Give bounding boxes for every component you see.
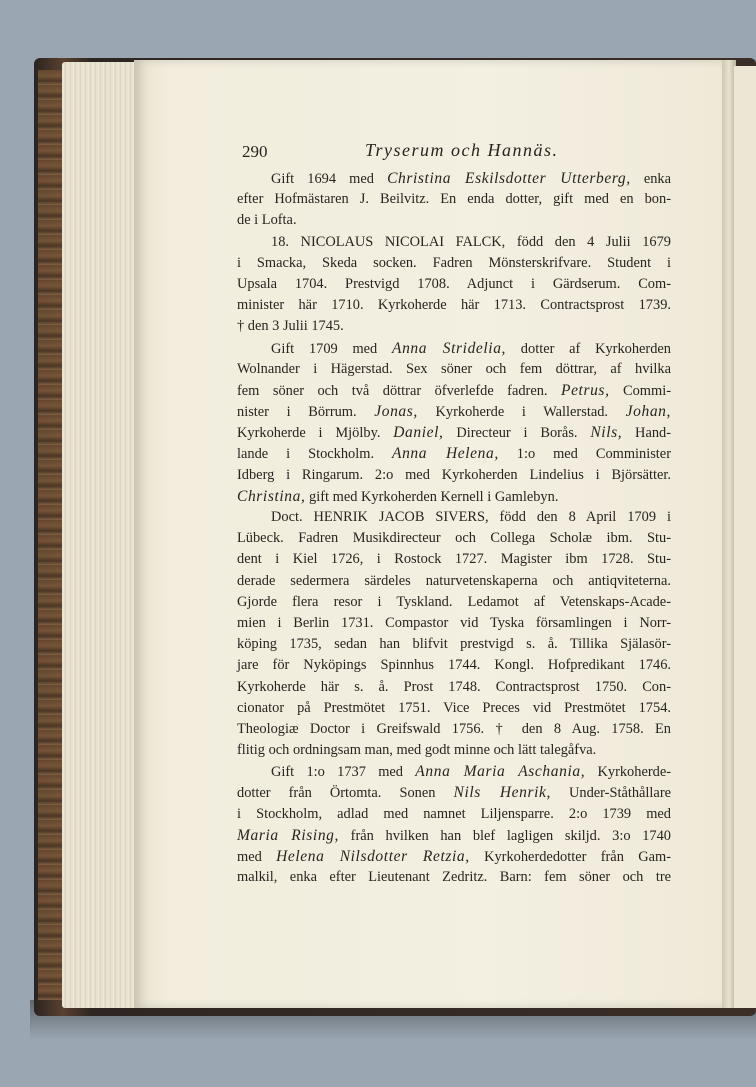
text-line: i Smacka, Skeda socken. Fadren Mönsterskrifvare. Student i: [237, 254, 671, 271]
text-line: cionator på Prestmötet 1751. Vice Preces vid Prestmötet 1754.: [237, 699, 671, 716]
text-line: mien i Berlin 1731. Compastor vid Tyska församlingen i Norr-: [237, 614, 671, 631]
text-line: malkil, enka efter Lieutenant Zedritz. Barn: fem söner och tre: [237, 869, 671, 886]
text-line: nister i Börrum. Jonas, Kyrkoherde i Wallerstad. Johan,: [237, 403, 671, 421]
body-text: [237, 168, 671, 888]
text-line: minister här 1710. Kyrkoherde här 1713. Contractsprost 1739.: [237, 297, 671, 314]
text-line: 18. NICOLAUS NICOLAI FALCK, född den 4 Julii 1679: [271, 233, 671, 250]
page-header: [240, 140, 670, 164]
text-line: Lübeck. Fadren Musikdirecteur och Collega Scholæ ibm. Stu-: [237, 530, 671, 547]
text-line: köping 1735, sedan han blifvit prestvigd s. å. Tillika Själasör-: [237, 636, 671, 653]
text-line: Gift 1:o 1737 med Anna Maria Aschania, Kyrkoherde-: [271, 763, 671, 781]
text-line: Kyrkoherde här s. å. Prost 1748. Contractsprost 1750. Con-: [237, 678, 671, 695]
text-line: de i Lofta.: [237, 212, 297, 229]
text-line: Wolnander i Hägerstad. Sex söner och fem döttrar, af hvilka: [237, 360, 671, 377]
text-line: Upsala 1704. Prestvigd 1708. Adjunct i Gärdserum. Com-: [237, 275, 671, 292]
text-line: Maria Rising, från hvilken han blef lagligen skiljd. 3:o 1740: [237, 826, 671, 844]
text-line: fem söner och två döttrar öfverlefde fadren. Petrus, Commi-: [237, 381, 671, 399]
page-stack: [62, 62, 142, 1008]
text-line: derade sedermera särdeles naturvetenskaperna och antiqviteterna.: [237, 572, 671, 589]
text-line: Gift 1709 med Anna Stridelia, dotter af Kyrkoherden: [271, 339, 671, 357]
facing-page-edge: [734, 66, 756, 1008]
text-line: † den 3 Julii 1745.: [237, 318, 344, 335]
text-line: Gjorde flera resor i Tyskland. Ledamot af Vetenskaps-Acade-: [237, 593, 671, 610]
text-line: Theologiæ Doctor i Greifswald 1756. † den 8 Aug. 1758. En: [237, 720, 671, 737]
text-line: Doct. HENRIK JACOB SIVERS, född den 8 April 1709 i: [271, 509, 671, 525]
text-line: Kyrkoherde i Mjölby. Daniel, Directeur i Borås. Nils, Hand-: [237, 424, 672, 442]
text-line: Gift 1694 med Christina Eskilsdotter Utterberg, enka: [271, 170, 671, 187]
running-title: Tryserum och Hannäs.: [365, 140, 559, 160]
book-edge-marbling: [38, 70, 64, 1000]
text-line: med Helena Nilsdotter Retzia, Kyrkoherdedotter från Gam-: [237, 848, 671, 865]
text-line: dotter från Örtomta. Sonen Nils Henrik, Under-Ståthållare: [237, 784, 671, 802]
text-line: lande i Stockholm. Anna Helena, 1:o med Comminister: [237, 445, 671, 463]
text-line: flitig och ordningsam man, med godt minne och lätt talegåfva.: [237, 742, 597, 759]
page-number: 290: [242, 142, 268, 161]
text-line: jare för Nyköpings Spinnhus 1744. Kongl. Hofpredikant 1746.: [237, 657, 671, 674]
text-line: i Stockholm, adlad med namnet Liljensparre. 2:o 1739 med: [237, 805, 671, 822]
text-line: dent i Kiel 1726, i Rostock 1727. Magister ibm 1728. Stu-: [237, 551, 671, 568]
text-line: Christina, gift med Kyrkoherden Kernell i Gamlebyn.: [237, 487, 559, 505]
text-line: Idberg i Ringarum. 2:o med Kyrkoherden Lindelius i Björsätter.: [237, 466, 671, 483]
text-line: efter Hofmästaren J. Beilvitz. En enda dotter, gift med en bon-: [237, 191, 671, 208]
